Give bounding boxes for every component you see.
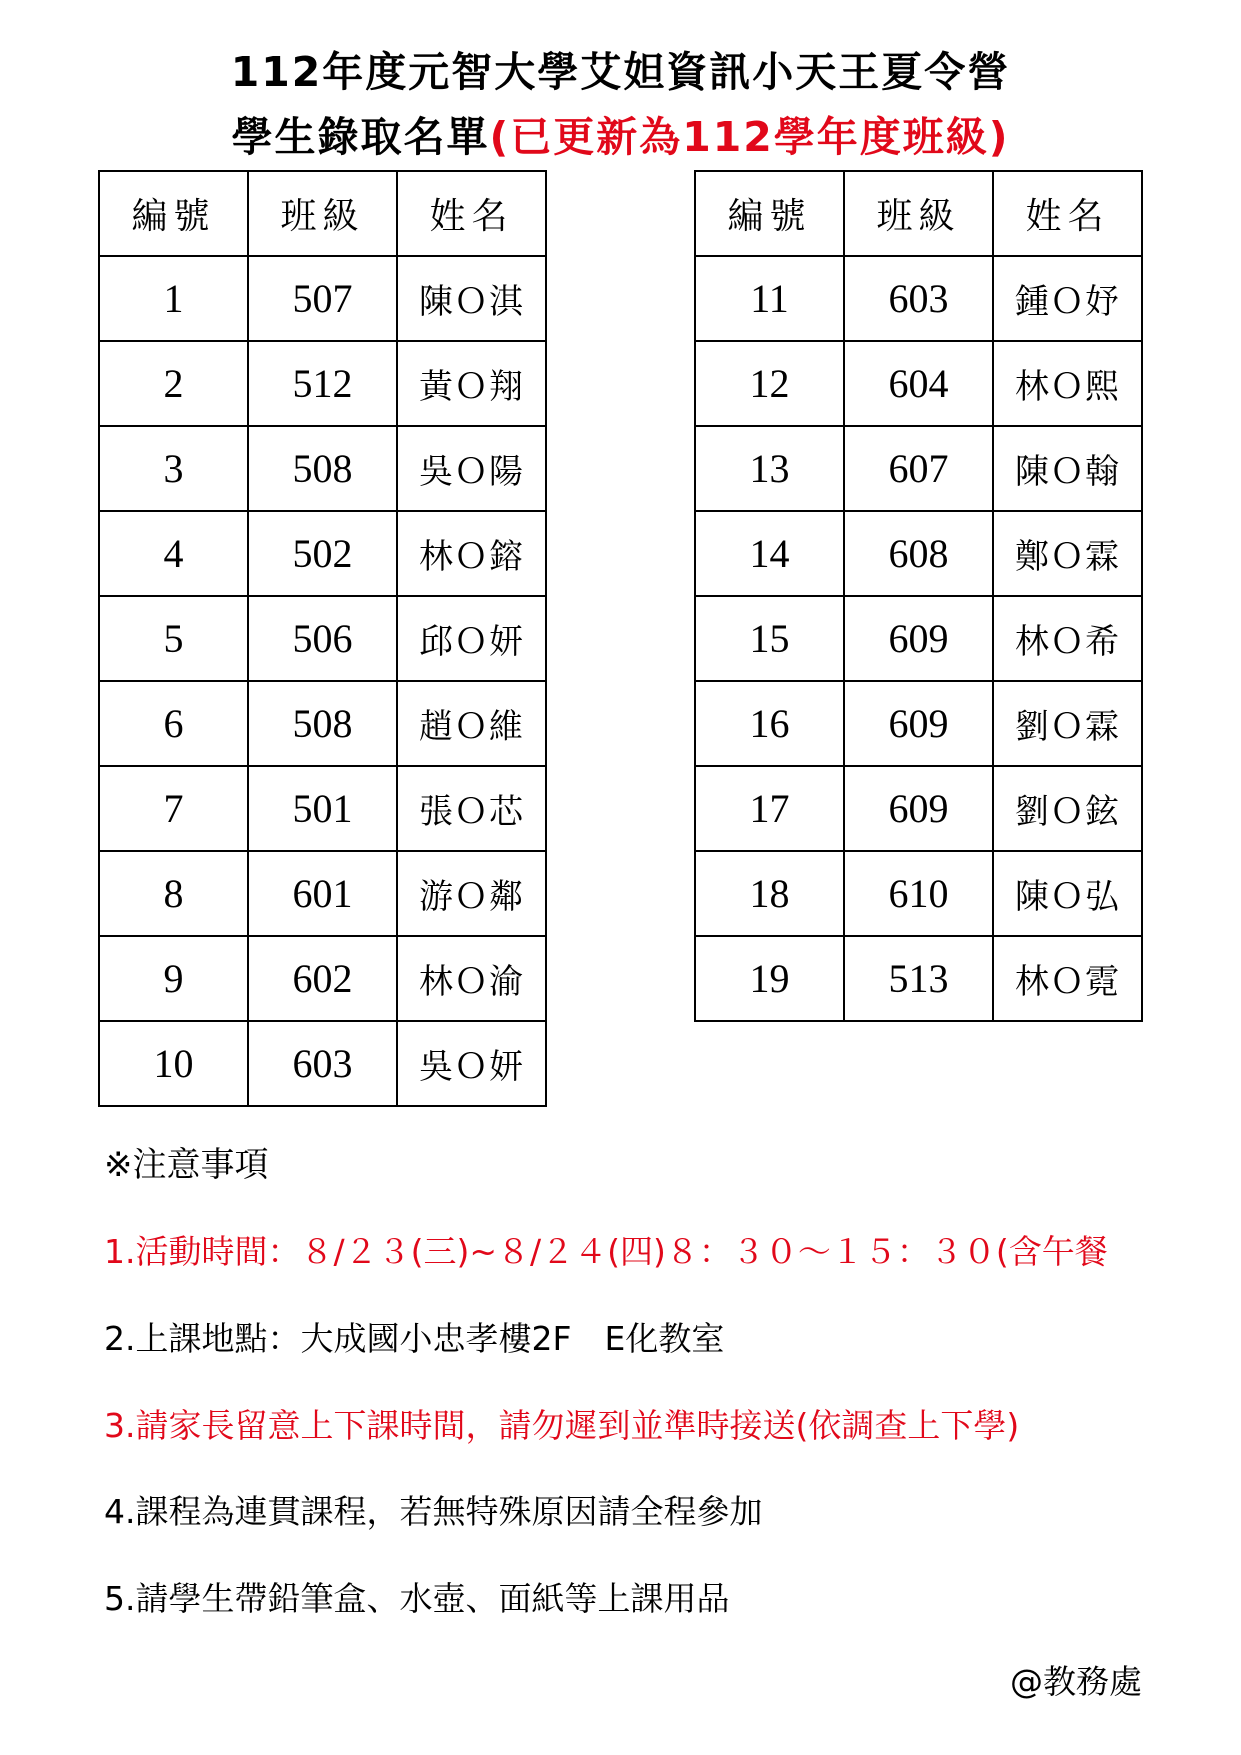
cell-number: 9: [99, 936, 248, 1021]
title-line-2: [0, 111, 1241, 163]
table-row: [99, 936, 546, 1021]
cell-name: 陳Ｏ弘: [993, 851, 1142, 936]
cell-name: 游Ｏ鄰: [397, 851, 546, 936]
table-row: [99, 851, 546, 936]
cell-class: 513: [844, 936, 993, 1021]
cell-class: 604: [844, 341, 993, 426]
cell-name: 吳Ｏ妍: [397, 1021, 546, 1106]
title-line-2-update-note: (已更新為112學年度班級): [489, 113, 1010, 161]
cell-class: 507: [248, 256, 397, 341]
header-class: 班級: [844, 171, 993, 256]
cell-class: 603: [844, 256, 993, 341]
signature-academic-affairs: @教務處: [1010, 1662, 1142, 1701]
cell-class: 609: [844, 681, 993, 766]
table-row: [695, 766, 1142, 851]
table-row: [695, 256, 1142, 341]
note-full-attendance: 4.課程為連貫課程，若無特殊原因請全程參加: [104, 1492, 763, 1531]
note-supplies: 5.請學生帶鉛筆盒、水壺、面紙等上課用品: [104, 1579, 730, 1618]
cell-number: 19: [695, 936, 844, 1021]
cell-number: 6: [99, 681, 248, 766]
cell-class: 608: [844, 511, 993, 596]
table-row: [695, 851, 1142, 936]
table-row: [695, 341, 1142, 426]
cell-class: 512: [248, 341, 397, 426]
cell-name: 張Ｏ芯: [397, 766, 546, 851]
cell-class: 610: [844, 851, 993, 936]
note-activity-time: 1.活動時間：８/２３(三)~８/２４(四)８：３０～１５：３０(含午餐: [104, 1232, 1108, 1271]
table-row: [99, 681, 546, 766]
cell-name: 劉Ｏ鉉: [993, 766, 1142, 851]
cell-name: 鄭Ｏ霖: [993, 511, 1142, 596]
cell-number: 2: [99, 341, 248, 426]
cell-name: 黃Ｏ翔: [397, 341, 546, 426]
table-row: [695, 511, 1142, 596]
table-row: [99, 766, 546, 851]
table-row: [99, 596, 546, 681]
cell-class: 508: [248, 426, 397, 511]
roster-table-right: [694, 170, 1143, 1022]
cell-name: 鍾Ｏ妤: [993, 256, 1142, 341]
cell-class: 508: [248, 681, 397, 766]
header-name: 姓名: [397, 171, 546, 256]
table-row: [695, 596, 1142, 681]
cell-number: 10: [99, 1021, 248, 1106]
cell-number: 11: [695, 256, 844, 341]
cell-number: 15: [695, 596, 844, 681]
cell-class: 607: [844, 426, 993, 511]
table-header-row: [99, 171, 546, 256]
cell-class: 502: [248, 511, 397, 596]
cell-name: 趙Ｏ維: [397, 681, 546, 766]
header-number: 編號: [99, 171, 248, 256]
note-location: 2.上課地點：大成國小忠孝樓2F E化教室: [104, 1319, 725, 1358]
table-row: [99, 341, 546, 426]
cell-class: 506: [248, 596, 397, 681]
cell-number: 18: [695, 851, 844, 936]
cell-name: 陳Ｏ淇: [397, 256, 546, 341]
table-row: [99, 256, 546, 341]
cell-number: 5: [99, 596, 248, 681]
title-line-2-main: 學生錄取名單: [231, 113, 490, 161]
roster-table-left: [98, 170, 547, 1107]
cell-class: 609: [844, 596, 993, 681]
cell-class: 603: [248, 1021, 397, 1106]
cell-name: 劉Ｏ霖: [993, 681, 1142, 766]
cell-class: 601: [248, 851, 397, 936]
cell-name: 林Ｏ鎔: [397, 511, 546, 596]
header-name: 姓名: [993, 171, 1142, 256]
cell-class: 501: [248, 766, 397, 851]
cell-name: 吳Ｏ陽: [397, 426, 546, 511]
cell-number: 7: [99, 766, 248, 851]
cell-number: 3: [99, 426, 248, 511]
table-row: [99, 426, 546, 511]
table-header-row: [695, 171, 1142, 256]
cell-name: 邱Ｏ妍: [397, 596, 546, 681]
table-row: [99, 511, 546, 596]
note-pickup-reminder: 3.請家長留意上下課時間，請勿遲到並準時接送(依調查上下學): [104, 1406, 1020, 1445]
table-row: [695, 681, 1142, 766]
cell-name: 林Ｏ渝: [397, 936, 546, 1021]
cell-number: 16: [695, 681, 844, 766]
header-number: 編號: [695, 171, 844, 256]
cell-name: 陳Ｏ翰: [993, 426, 1142, 511]
cell-name: 林Ｏ希: [993, 596, 1142, 681]
cell-number: 4: [99, 511, 248, 596]
cell-class: 609: [844, 766, 993, 851]
table-row: [695, 936, 1142, 1021]
cell-number: 13: [695, 426, 844, 511]
table-row: [99, 1021, 546, 1106]
cell-name: 林Ｏ霓: [993, 936, 1142, 1021]
notes-heading: ※注意事項: [104, 1145, 269, 1185]
cell-name: 林Ｏ熙: [993, 341, 1142, 426]
cell-number: 17: [695, 766, 844, 851]
header-class: 班級: [248, 171, 397, 256]
table-row: [695, 426, 1142, 511]
cell-number: 8: [99, 851, 248, 936]
cell-class: 602: [248, 936, 397, 1021]
cell-number: 12: [695, 341, 844, 426]
title-line-1: 112年度元智大學艾妲資訊小天王夏令營: [230, 48, 1011, 96]
cell-number: 1: [99, 256, 248, 341]
cell-number: 14: [695, 511, 844, 596]
